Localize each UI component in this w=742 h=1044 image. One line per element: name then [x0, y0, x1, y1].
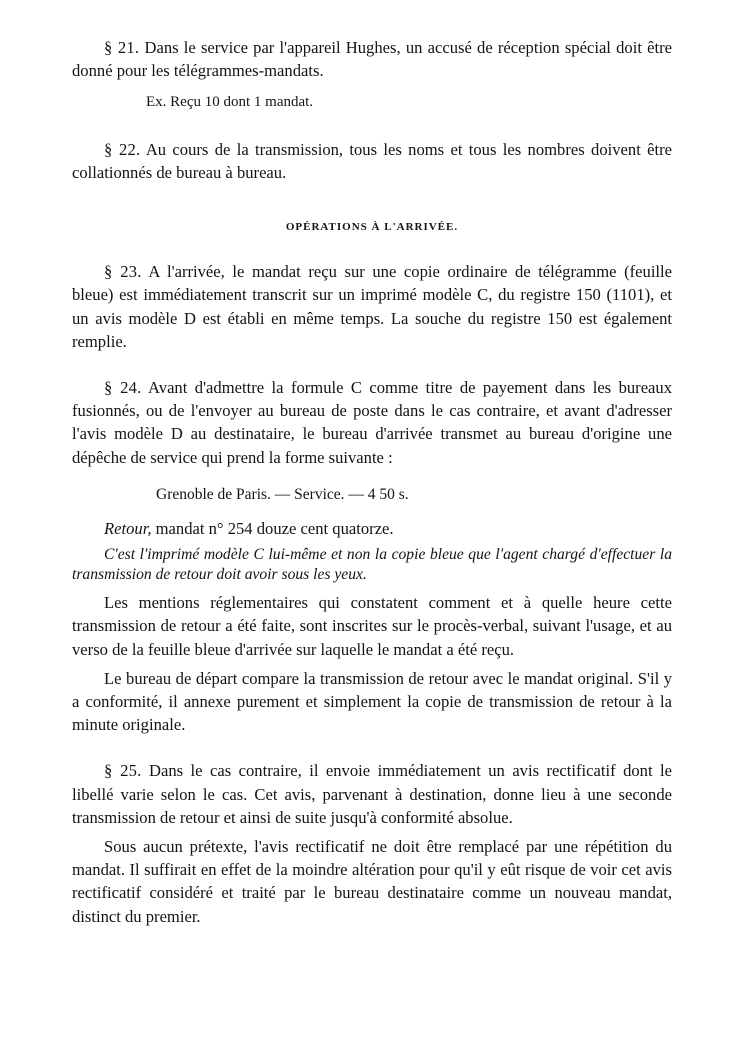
section-number: § 23.: [104, 262, 142, 282]
document-page: [72, 36, 672, 928]
section-text: Dans le cas contraire, il envoie immédiatement un avis rectificatif dont le libellé varie selon le cas. Cet avis, parvenant à destination, donne lieu à une seconde transmission de retour et ainsi de suite jusqu'à conformité absolue.: [72, 761, 673, 827]
section-21: [72, 36, 672, 82]
section-22: [72, 138, 672, 184]
section-number: § 21.: [104, 38, 140, 57]
section-text: Au cours de la transmission, tous les noms et tous les nombres doivent être collationnés de bureau à bureau.: [72, 139, 673, 182]
section-24: [72, 376, 672, 469]
retour-word: Retour,: [104, 519, 152, 539]
example-line: Ex. Reçu 10 dont 1 mandat.: [146, 94, 314, 111]
paragraph-pretexte: Sous aucun prétexte, l'avis rectificatif ne doit être remplacé par une répétition du mandat. Il suffirait en effet de la moindre altération pour qu'il y eût risque de voir cet avis rectificatif considéré et traité par le bureau destinataire comme un nouveau mandat, distinct du premier.: [72, 837, 672, 926]
section-number: § 24.: [104, 378, 142, 398]
section-text: A l'arrivée, le mandat reçu sur une copie ordinaire de télégramme (feuille bleue) est immédiatement transcrit sur un imprimé modèle C, du registre 150 (1101), et un avis modèle D est établi en même temps. La souche du registre 150 est également remplie.: [72, 262, 673, 351]
paragraph-mentions: Les mentions réglementaires qui constatent comment et à quelle heure cette transmission de retour a été faite, sont inscrites sur le procès-verbal, suivant l'usage, et au verso de la feuille bleue d'arrivée sur laquelle le mandat a été reçu.: [72, 593, 672, 659]
section-heading: OPÉRATIONS À L'ARRIVÉE.: [285, 221, 459, 234]
section-number: § 25.: [104, 761, 142, 781]
retour-text: mandat n° 254 douze cent quatorze.: [151, 519, 394, 539]
section-23: [72, 260, 672, 353]
section-25: [72, 759, 672, 829]
italic-note: C'est l'imprimé modèle C lui-même et non la copie bleue que l'agent chargé d'effectuer la transmission de retour doit avoir sous les yeux.: [72, 546, 672, 584]
paragraph-compare: Le bureau de départ compare la transmission de retour avec le mandat original. S'il y a conformité, il annexe purement et simplement la copie de transmission de retour à la minute originale.: [72, 668, 672, 735]
service-formula: Grenoble de Paris. — Service. — 4 50 s.: [156, 485, 409, 503]
section-text: Dans le service par l'appareil Hughes, un accusé de réception spécial doit être donné pour les télégrammes-mandats.: [72, 38, 673, 81]
retour-line: [72, 517, 672, 540]
section-number: § 22.: [104, 139, 141, 159]
section-text: Avant d'admettre la formule C comme titre de payement dans les bureaux fusionnés, ou de l'envoyer au bureau de poste dans le cas contraire, et avant d'adresser l'avis modèle D au destinataire, le bureau d'arrivée transmet au bureau d'origine une dépêche de service qui prend la forme suivante :: [72, 378, 673, 467]
